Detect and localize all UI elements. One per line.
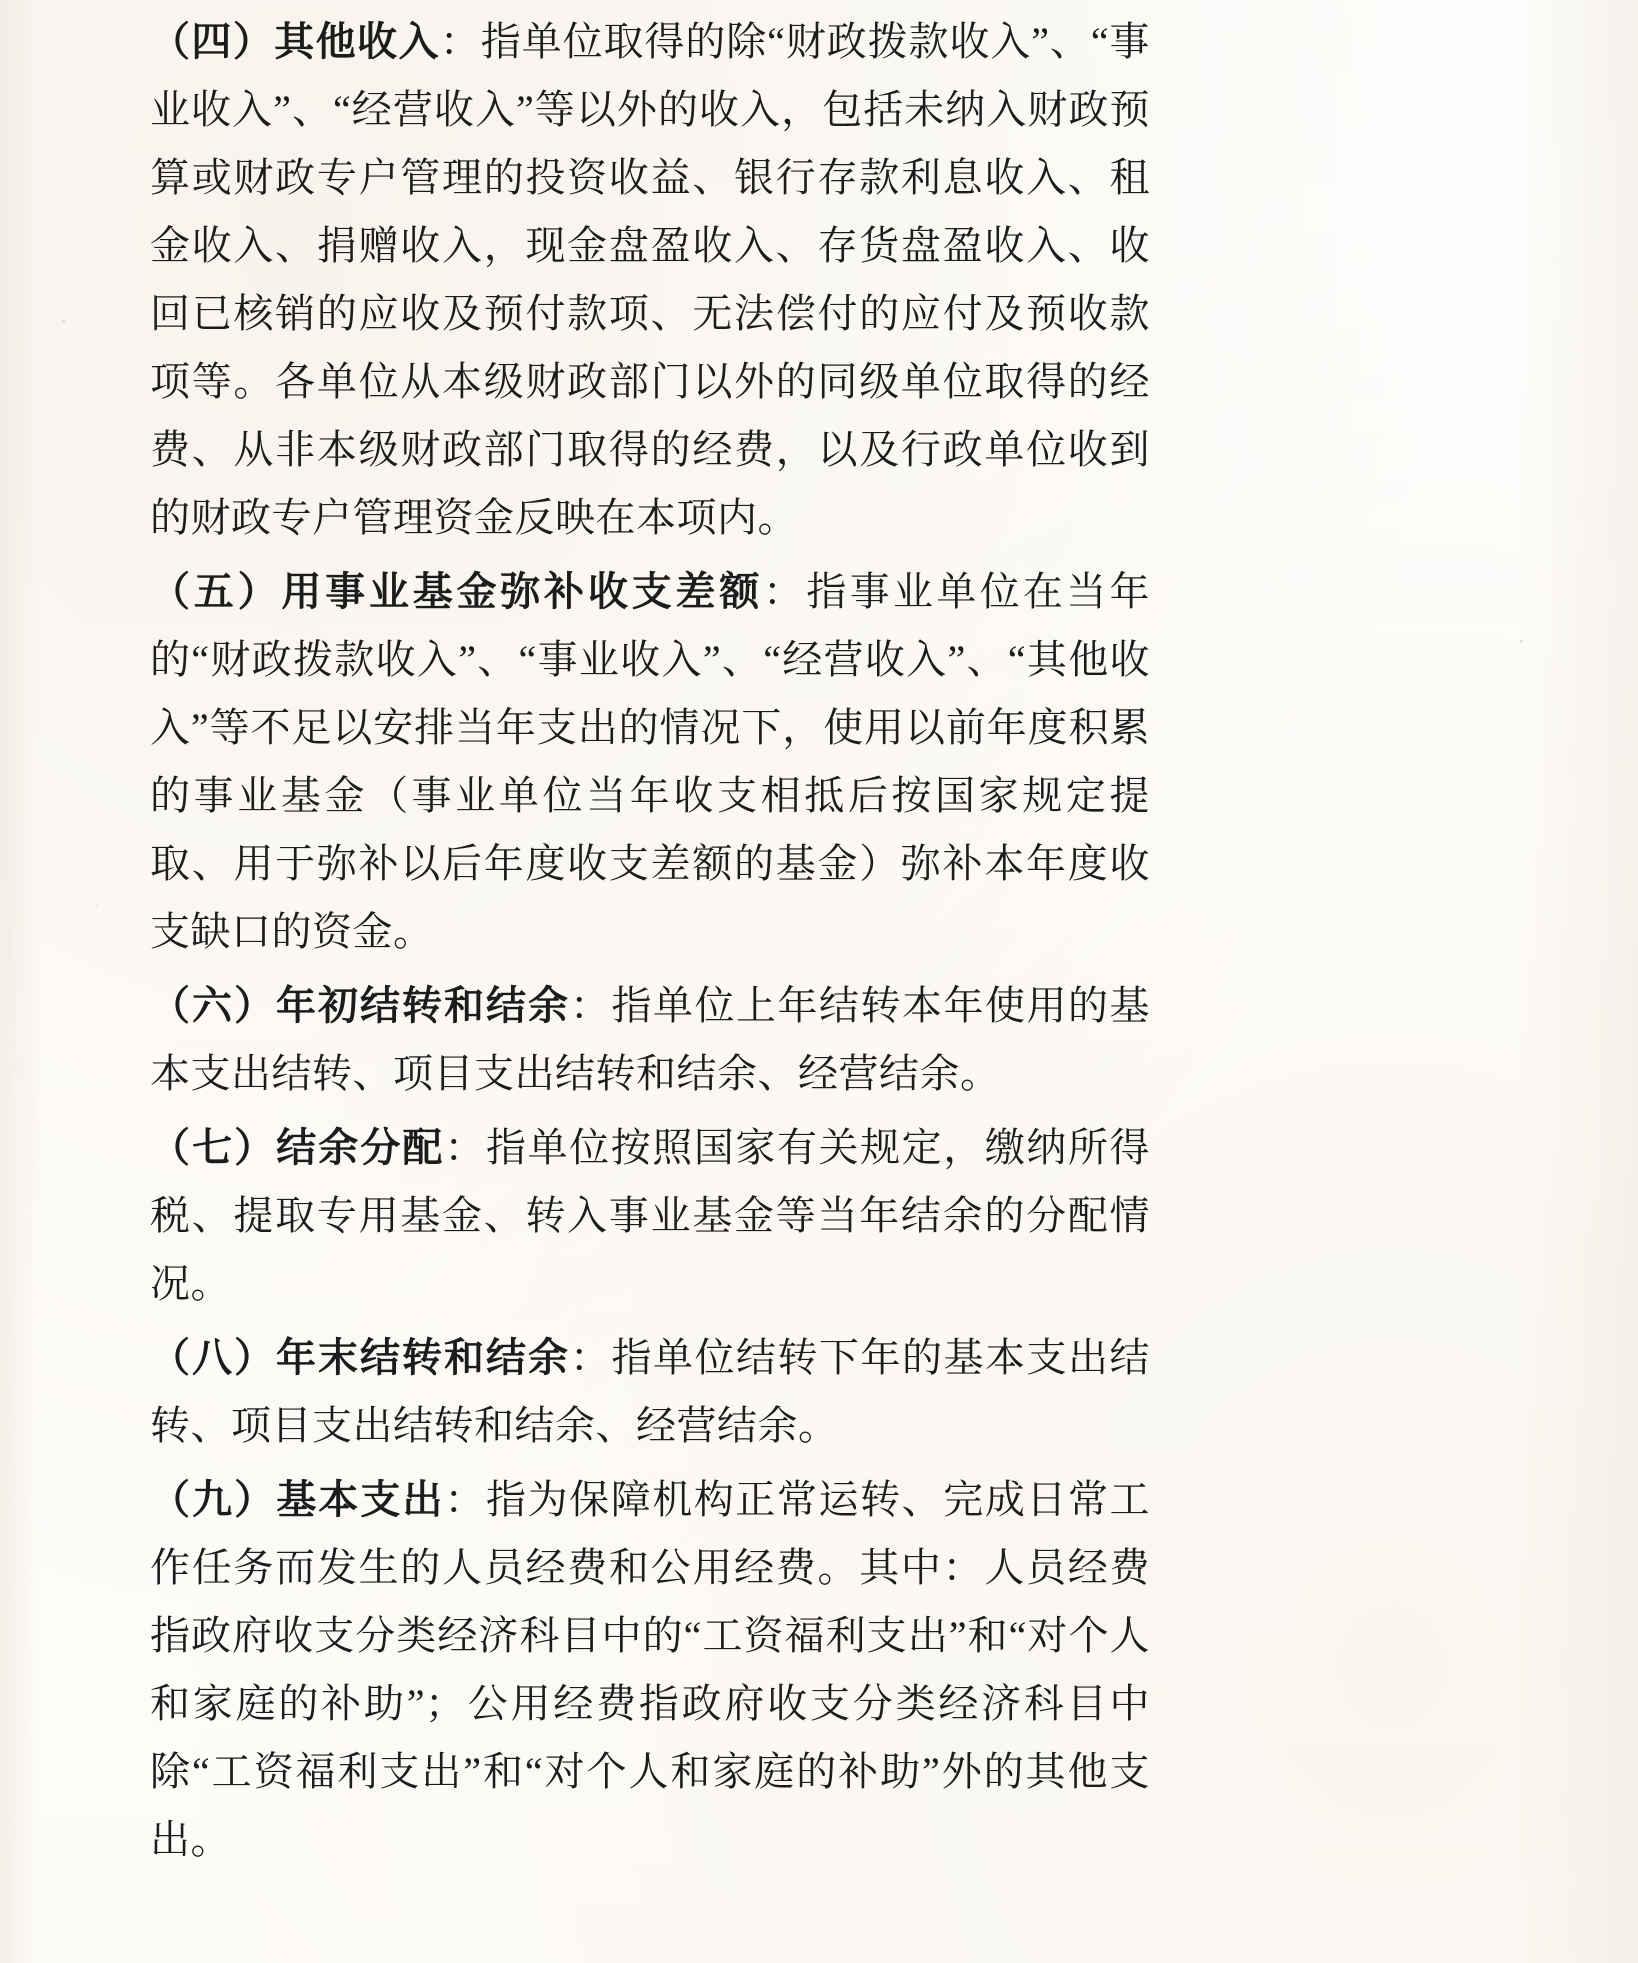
- left-edge-shadow: [0, 0, 40, 1963]
- paragraph-7: （七）结余分配：指单位按照国家有关规定，缴纳所得税、提取专用基金、转入事业基金等当年结余的分配情况。: [150, 1125, 1151, 1306]
- paragraph-lead-label: （九）基本支出: [150, 1477, 445, 1522]
- paragraph-8: （八）年末结转和结余：指单位结转下年的基本支出结转、项目支出结转和结余、经营结余。: [150, 1335, 1150, 1448]
- scan-speckle: [62, 320, 65, 323]
- paragraph-lead-label: （六）年初结转和结余: [150, 983, 570, 1028]
- paragraph-lead-label: （四）其他收入: [150, 19, 440, 64]
- document-body: [150, 8, 1150, 1880]
- scan-speckle: [96, 905, 98, 907]
- paragraph-6: （六）年初结转和结余：指单位上年结转本年使用的基本支出结转、项目支出结转和结余、经营结余。: [150, 983, 1150, 1096]
- scan-speckle: [1520, 640, 1523, 643]
- paragraph-lead-label: （七）结余分配: [150, 1125, 445, 1170]
- paragraph-4: （四）其他收入：指单位取得的除“财政拨款收入”、“事业收入”、“经营收入”等以外的收入，包括未纳入财政预算或财政专户管理的投资收益、银行存款利息收入、租金收入、捐赠收入，现金盘盈收入、存货盘盈收入、收回已核销的应收及预付款项、无法偿付的应付及预收款项等。各单位从本级财政部门以外的同级单位取得的经费、从非本级财政部门取得的经费，以及行政单位收到的财政专户管理资金反映在本项内。: [150, 19, 1151, 540]
- paragraph-9: （九）基本支出：指为保障机构正常运转、完成日常工作任务而发生的人员经费和公用经费。其中：人员经费指政府收支分类经济科目中的“工资福利支出”和“对个人和家庭的补助”；公用经费指政府收支分类经济科目中除“工资福利支出”和“对个人和家庭的补助”外的其他支出。: [150, 1477, 1151, 1862]
- paragraph-5: （五）用事业基金弥补收支差额：指事业单位在当年的“财政拨款收入”、“事业收入”、“经营收入”、“其他收入”等不足以安排当年支出的情况下，使用以前年度积累的事业基金（事业单位当年收支相抵后按国家规定提取、用于弥补以后年度收支差额的基金）弥补本年度收支缺口的资金。: [150, 569, 1151, 954]
- right-edge-shadow: [1518, 0, 1638, 1963]
- paragraph-lead-label: （五）用事业基金弥补收支差额: [150, 569, 764, 614]
- paragraph-lead-label: （八）年末结转和结余: [150, 1335, 570, 1380]
